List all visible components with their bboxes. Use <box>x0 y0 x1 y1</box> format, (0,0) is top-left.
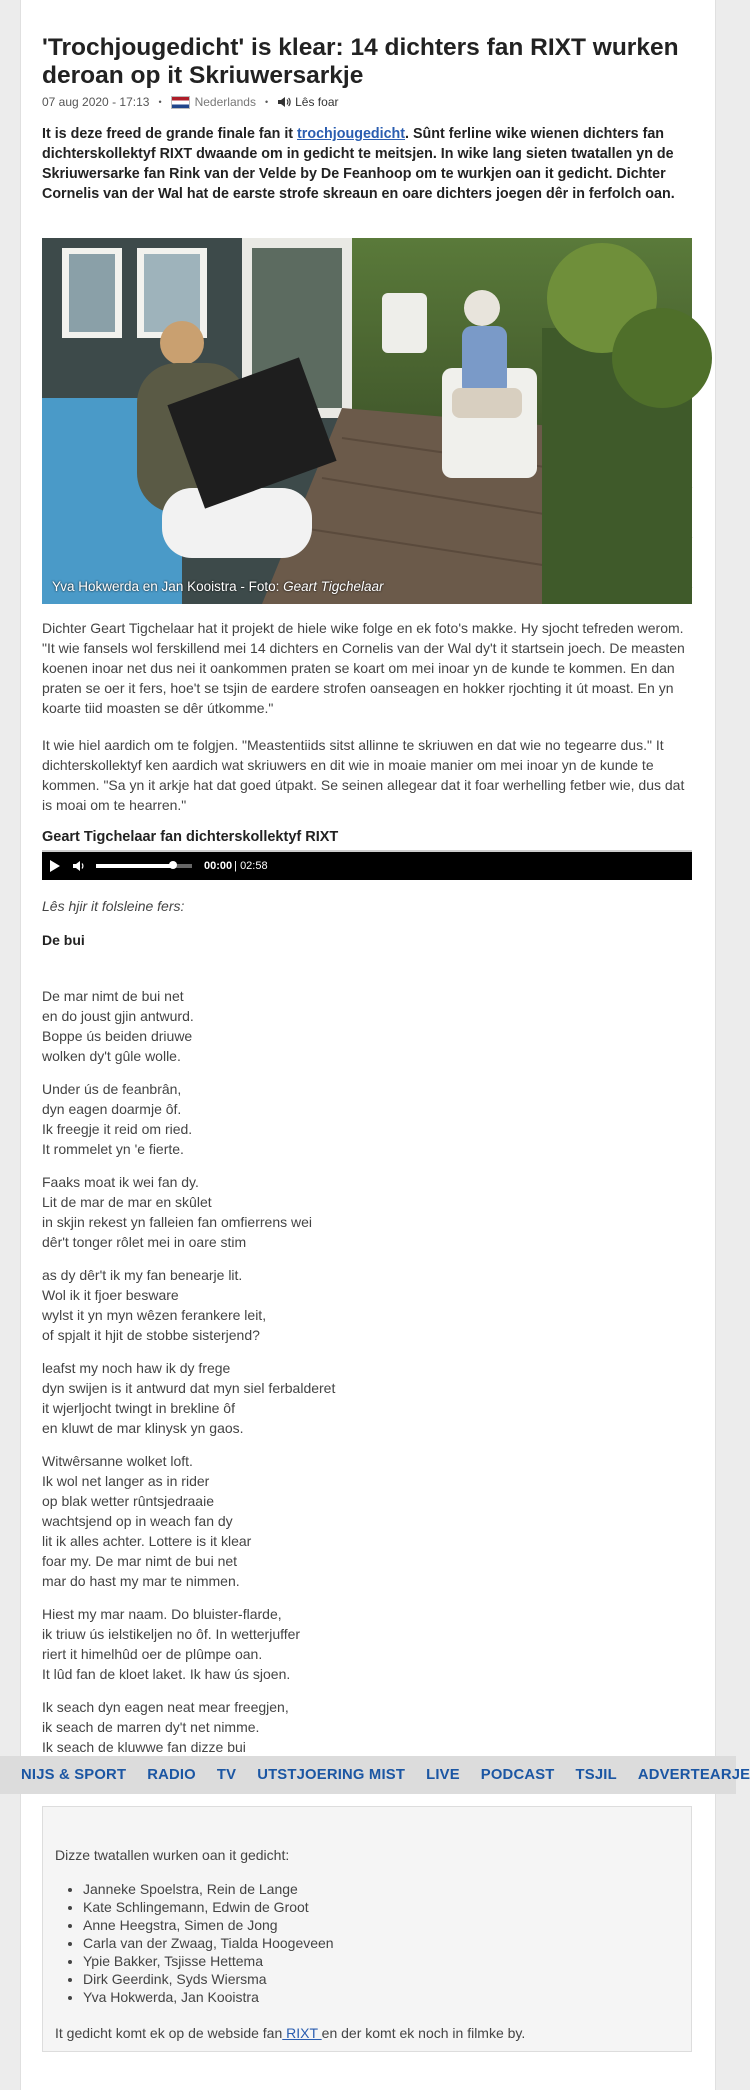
poem-line: Ik seach dyn eagen neat mear freegjen, <box>42 1699 289 1715</box>
poet-pair: • Dirk Geerdink, Syds Wiersma <box>83 1970 334 1988</box>
duration-value: 02:58 <box>240 860 268 872</box>
poem-line: Boppe ús beiden driuwe <box>42 1028 193 1044</box>
poem-line: as dy dêr't ik my fan benearje lit. <box>42 1267 243 1283</box>
poem-line: Hiest my mar naam. Do bluister-flarde, <box>42 1606 282 1622</box>
listen-button[interactable] <box>277 95 338 109</box>
poem-line: dyn swijen is it antwurd dat myn siel ferbalderet <box>42 1380 336 1396</box>
poem-line: Ik seach de kluwwe fan dizze bui <box>42 1739 246 1755</box>
read-full-label: Lês hjir it folsleine fers: <box>42 898 185 914</box>
volume-slider[interactable] <box>96 864 192 868</box>
caption-text: Yva Hokwerda en Jan Kooistra - Foto: <box>52 579 284 594</box>
info-footer <box>55 2025 525 2041</box>
photo-credit: Geart Tigchelaar <box>283 579 384 594</box>
poet-pair: • Carla van der Zwaag, Tialda Hoogeveen <box>83 1934 334 1952</box>
poem-line: Faaks moat ik wei fan dy. <box>42 1174 199 1190</box>
play-icon[interactable] <box>50 860 60 872</box>
poem-line: wachtsjend op in weach fan dy <box>42 1513 233 1529</box>
duration: | 02:58 <box>234 860 268 872</box>
footer-text: It gedicht komt ek op de webside fan <box>55 2025 283 2041</box>
article-title: 'Trochjougedicht' is klear: 14 dichters fan RIXT wurken deroan op it Skriuwersarkje <box>42 34 679 89</box>
poem-line: It lûd fan de kloet laket. Ik haw ús sjoen. <box>42 1666 291 1682</box>
footer-text-rest: en der komt ek noch in filmke by. <box>321 2025 526 2041</box>
volume-handle[interactable] <box>169 861 177 869</box>
poem-stanza <box>42 1079 692 1159</box>
article-photo <box>42 238 692 604</box>
poem-line: in skjin rekest yn falleien fan omfierrens wei <box>42 1214 313 1230</box>
poem-line: en do joust gjin antwurd. <box>42 1008 194 1024</box>
nav-item-tv[interactable]: TV <box>216 1767 237 1783</box>
poem-stanza <box>42 1265 692 1345</box>
photo-illustration <box>42 238 692 604</box>
nav-item-tsjil[interactable]: TSJIL <box>575 1767 617 1783</box>
nav-item-utstjoering-mist[interactable]: UTSTJOERING MIST <box>257 1767 406 1783</box>
article-lead <box>42 124 694 204</box>
poem-stanza <box>42 1172 692 1252</box>
poem-stanza <box>42 1697 692 1757</box>
poem-line: ik triuw ús ielstikeljen no ôf. In wetterjuffer <box>42 1626 301 1642</box>
poem-line: wylst it yn myn wêzen ferankere leit, <box>42 1307 267 1323</box>
nav-item-nijs-sport[interactable]: NIJS & SPORT <box>21 1767 127 1783</box>
article-paragraph: Dichter Geart Tigchelaar hat it projekt de hiele wike folge en ek foto's makke. Hy sjocht tefreden werom. "It wie fansels wol ferskillend mei 14 dichters en Cornelis van der Wal dy't it startsein joech. De measten koenen inoar net dus nei it oankommen praten se koart om mei inoar yn de kunde te kommen. En dan praten se oer it fers, hoe't se tsjin de eardere strofen oanseagen en hokker rjochting it út moast. En yn koarte tiid moasten se dêr útkomme." <box>42 620 685 716</box>
poem-line: lit ik alles achter. Lottere is it klear <box>42 1533 252 1549</box>
poem <box>42 986 692 1755</box>
lead-text: It is deze freed de grande finale fan it <box>42 126 298 142</box>
poem-line: ik seach de marren dy't net nimme. <box>42 1719 260 1735</box>
poem-line: Wol ik it fjoer besware <box>42 1287 179 1303</box>
poem-line: De mar nimt de bui net <box>42 988 184 1004</box>
meta-separator: • <box>158 97 162 107</box>
info-intro: Dizze twatallen wurken oan it gedicht: <box>55 1847 290 1863</box>
photo-caption <box>52 579 384 594</box>
volume-fill <box>96 864 173 868</box>
current-time: 00:00 <box>204 860 233 872</box>
poet-pair: • Yva Hokwerda, Jan Kooistra <box>83 1988 334 2006</box>
poem-line: wolken dy't gûle wolle. <box>42 1048 181 1064</box>
poem-line: It rommelet yn 'e fierte. <box>42 1141 184 1157</box>
poet-pair: • Ypie Bakker, Tsjisse Hettema <box>83 1952 334 1970</box>
poem-line: leafst my noch haw ik dy frege <box>42 1360 231 1376</box>
audio-title: Geart Tigchelaar fan dichterskollektyf RIXT <box>42 829 339 845</box>
poem-line: riert it himelhûd oer de plûmpe oan. <box>42 1646 263 1662</box>
poem-line: en kluwt de mar klinysk yn gaos. <box>42 1420 244 1436</box>
poem-title: De bui <box>42 932 85 948</box>
dutch-flag-icon[interactable] <box>171 96 190 109</box>
poet-pairs-list <box>83 1880 334 2006</box>
poet-pair: • Anne Heegstra, Simen de Jong <box>83 1916 334 1934</box>
poem-stanza <box>42 1358 692 1438</box>
poem-line: Ik freegje it reid om ried. <box>42 1121 193 1137</box>
poem-stanza <box>42 1604 692 1684</box>
poem-line: mar do hast my mar te nimmen. <box>42 1573 240 1589</box>
language-link[interactable]: Nederlands <box>194 95 256 109</box>
poem-line: of spjalt it hjit de stobbe sisterjend? <box>42 1327 260 1343</box>
nav-item-advertearje[interactable]: ADVERTEARJE <box>637 1767 750 1783</box>
poem-line: dêr't tonger rôlet mei in oare stim <box>42 1234 247 1250</box>
listen-label: Lês foar <box>295 95 339 109</box>
article-paragraph: It wie hiel aardich om te folgjen. "Meastentiids sitst allinne te skriuwen en dat wie no tegearre dus." It dichterskollektyf ken aardich wat skriuwers en dit wie in moaie manier om mei inoar yn de kunde te kommen. "Sa yn it arkje hat dat goed útpakt. Se seinen allegear dat it foar werhelling fetber wie, dus dat is moai om te hearren." <box>42 737 685 813</box>
poem-line: Witwêrsanne wolket loft. <box>42 1453 193 1469</box>
poem-line: Lit de mar de mar en skûlet <box>42 1194 212 1210</box>
poem-line: op blak wetter rûntsjedraaie <box>42 1493 214 1509</box>
audio-player <box>42 850 692 880</box>
poem-stanza <box>42 1451 692 1591</box>
volume-icon[interactable] <box>72 860 86 872</box>
nav-item-radio[interactable]: RADIO <box>147 1767 196 1783</box>
poem-line: foar my. De mar nimt de bui net <box>42 1553 238 1569</box>
nav-item-live[interactable]: LIVE <box>426 1767 460 1783</box>
poet-pair: • Janneke Spoelstra, Rein de Lange <box>83 1880 334 1898</box>
poet-pair: • Kate Schlingemann, Edwin de Groot <box>83 1898 334 1916</box>
rixt-link[interactable]: RIXT <box>282 2025 322 2041</box>
poem-line: Under ús de feanbrân, <box>42 1081 182 1097</box>
poem-line: dyn eagen doarmje ôf. <box>42 1101 182 1117</box>
article-date: 07 aug 2020 - 17:13 <box>42 95 150 109</box>
speaker-icon <box>277 96 291 108</box>
main-navigation <box>0 1756 750 1794</box>
article-meta <box>42 95 338 109</box>
trochjougedicht-link[interactable]: trochjougedicht <box>297 126 406 142</box>
poem-line: Ik wol net langer as in rider <box>42 1473 210 1489</box>
nav-item-podcast[interactable]: PODCAST <box>480 1767 555 1783</box>
info-box <box>42 1806 692 2052</box>
lead-text-rest: . Sûnt ferline wike wienen dichters fan dichterskollektyf RIXT dwaande om in gedicht te meitsjen. In wike lang sieten twatallen yn de Skriuwersarke fan Rink van der Velde by De Feanhoop om te wurkjen oan it gedicht. Dichter Cornelis van der Wal hat de earste strofe skreaun en oare dichters joegen dêr in ferfolch oan. <box>42 126 675 202</box>
poem-stanza <box>42 986 692 1066</box>
poem-line: it wjerljocht twingt in brekline ôf <box>42 1400 235 1416</box>
meta-separator: • <box>264 97 269 107</box>
